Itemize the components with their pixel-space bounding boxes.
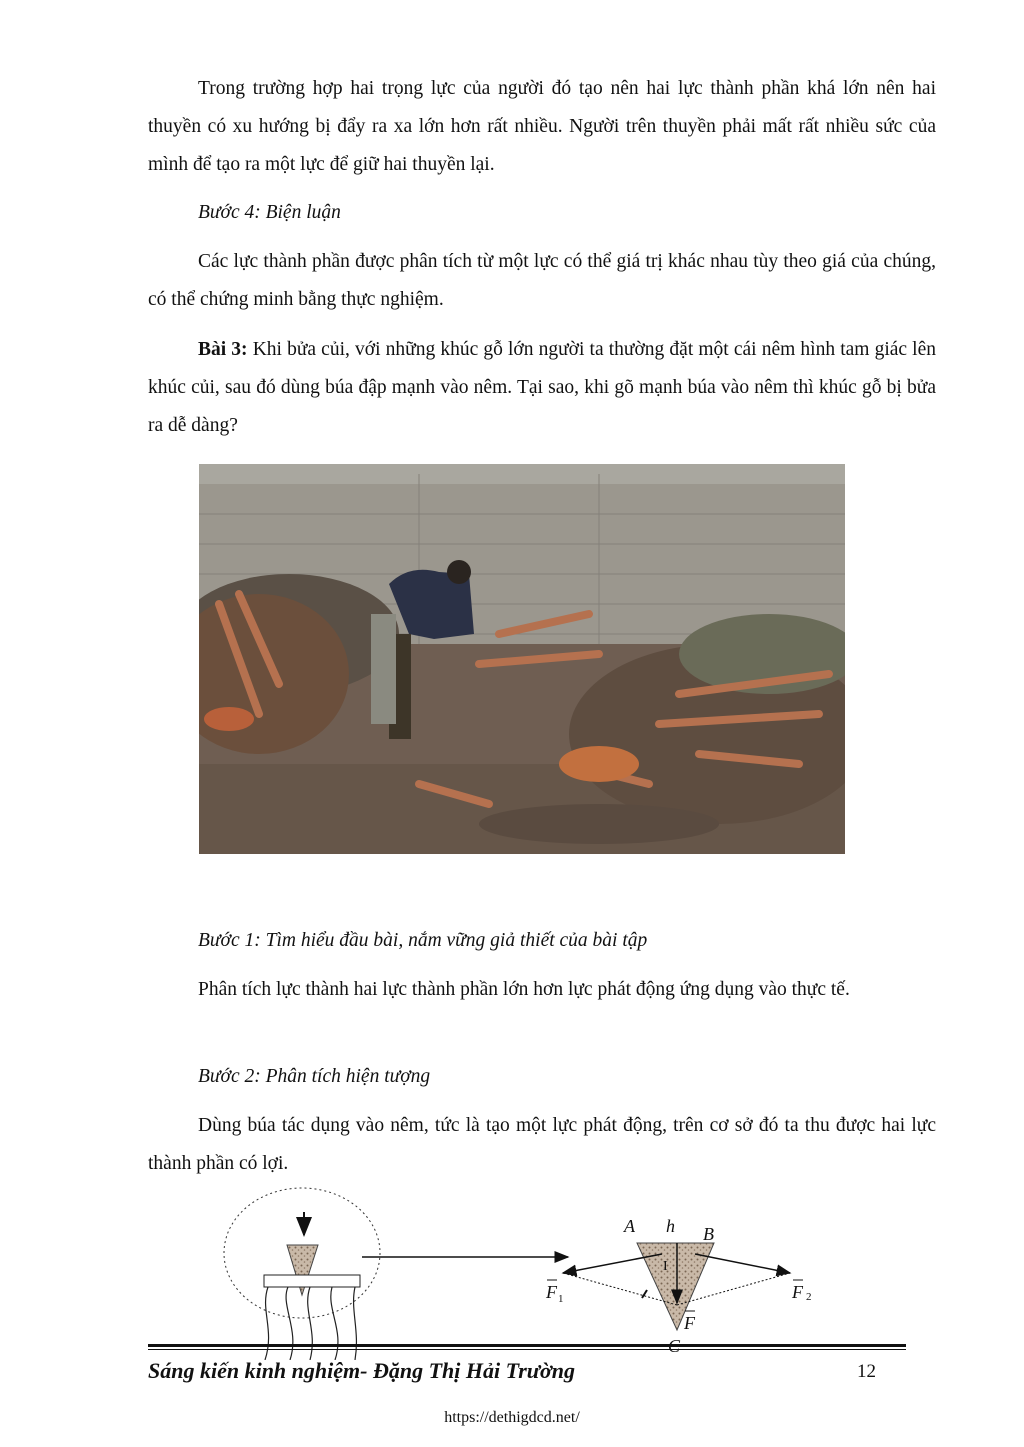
paragraph-boat-forces: Trong trường hợp hai trọng lực của người đó tạo nên hai lực thành phần khá lớn nên hai thuyền có xu hướng bị đẩy ra xa lớn hơn rất nhiều. Người trên thuyền phải mất rất nhiều sức của mình để tạo ra một lực để giữ hai thuyền lại. <box>148 78 936 175</box>
wood-splitting-photo-drawing <box>199 464 845 854</box>
label-F2-subscript: 2 <box>806 1291 812 1303</box>
paragraph-hammer-wedge: Dùng búa tác dụng vào nêm, tức là tạo một lực phát động, trên cơ sở đó ta thu được hai lực thành phần có lợi. <box>148 1115 936 1174</box>
step4-heading: Bước 4: Biện luận <box>198 202 341 223</box>
label-I: I <box>663 1259 668 1274</box>
paragraph-analysis: Phân tích lực thành hai lực thành phần lớn hơn lực phát động ứng dụng vào thực tế. <box>198 979 850 1000</box>
label-h: h <box>666 1216 675 1236</box>
footer-rule-thin <box>148 1349 906 1350</box>
log-top <box>264 1275 360 1287</box>
page-number: 12 <box>857 1361 876 1382</box>
label-F2: F <box>792 1282 803 1302</box>
wedge-force-diagram-svg <box>150 1180 850 1360</box>
wood-splitting-photo <box>199 464 845 854</box>
step1-heading: Bước 1: Tìm hiểu đầu bài, nắm vững giả thiết của bài tập <box>198 930 648 951</box>
force-F2-arrow <box>695 1254 790 1273</box>
footer-rule-thick <box>148 1344 906 1347</box>
source-url-link[interactable]: https://dethigdcd.net/ <box>444 1409 580 1426</box>
footer-title: Sáng kiến kinh nghiệm- Đặng Thị Hải Trường <box>148 1358 575 1383</box>
wedge-side-mark <box>642 1290 647 1298</box>
label-B: B <box>703 1224 714 1244</box>
paragraph-conclusion: Các lực thành phần được phân tích từ một lực có thể giá trị khác nhau tùy theo giá của chúng, có thể chứng minh bằng thực nghiệm. <box>148 251 936 310</box>
exercise-3-paragraph <box>148 331 936 445</box>
label-F1-subscript: 1 <box>558 1293 564 1305</box>
label-A: A <box>624 1216 635 1236</box>
exercise-3-label: Bài 3: <box>198 339 248 360</box>
label-F: F <box>684 1313 695 1333</box>
label-F1: F <box>546 1282 557 1302</box>
step2-heading: Bước 2: Phân tích hiện tượng <box>198 1066 431 1087</box>
wedge-force-diagram <box>150 1180 850 1360</box>
exercise-3-text: Khi bửa củi, với những khúc gỗ lớn người ta thường đặt một cái nêm hình tam giác lên khúc củi, sau đó dùng búa đập mạnh vào nêm. Tại sao, khi gõ mạnh búa vào nêm thì khúc gỗ bị bửa ra dễ dàng? <box>148 339 936 436</box>
